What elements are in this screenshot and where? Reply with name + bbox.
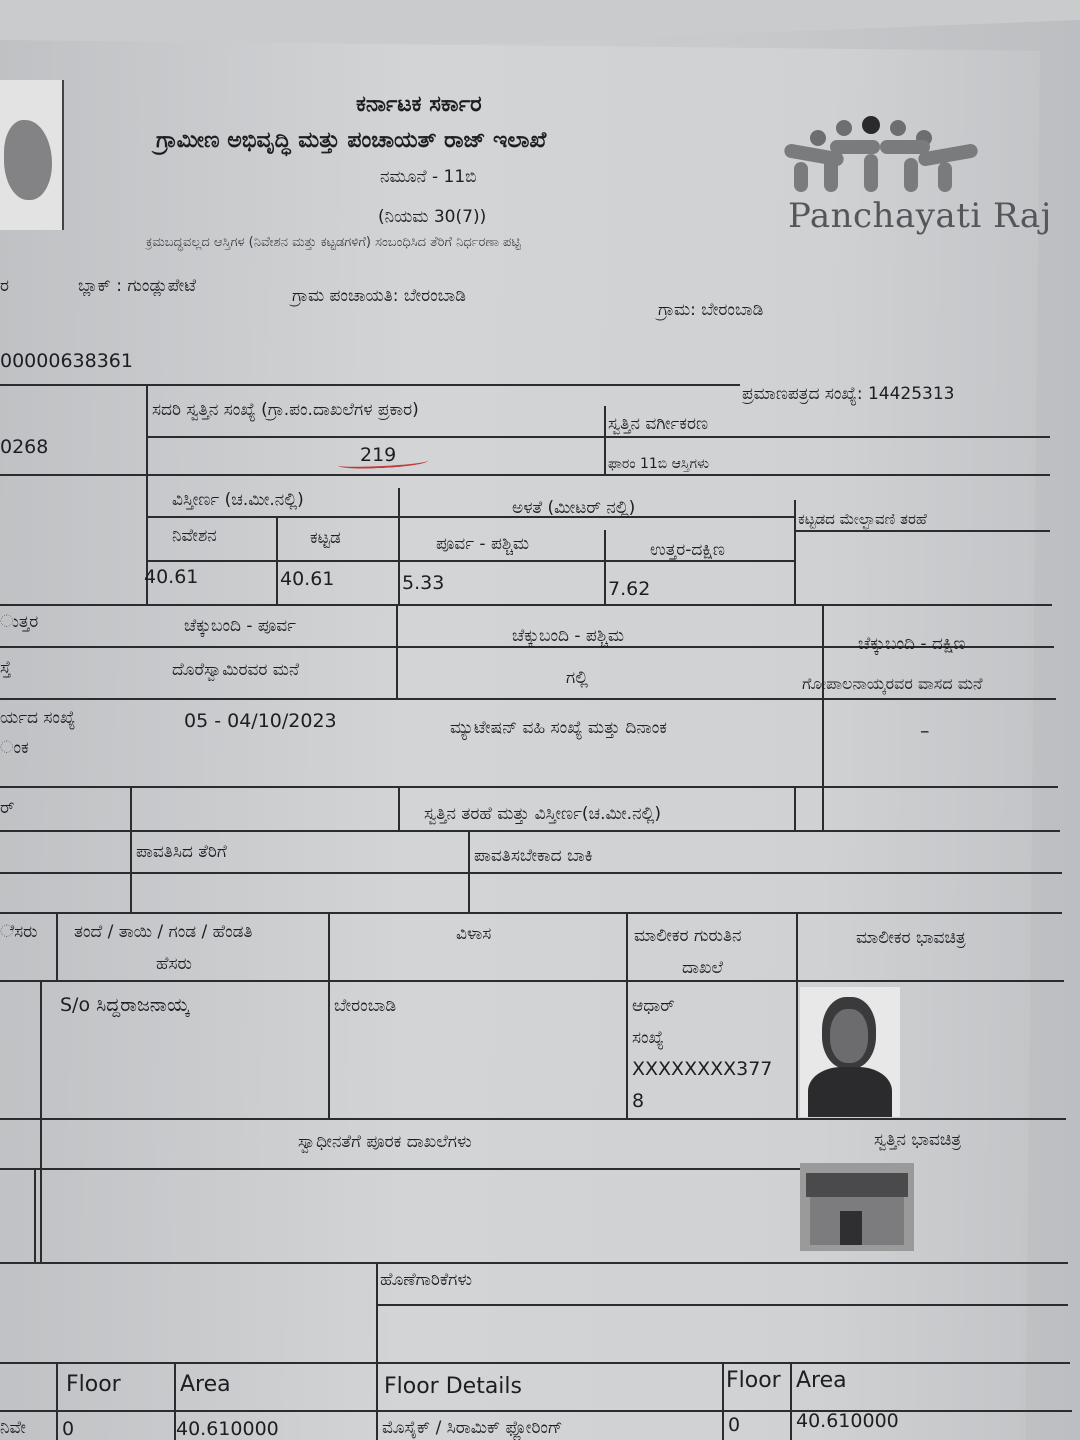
owner-id-label-2: ದಾಖಲೆ xyxy=(682,958,724,978)
state-title: ಕರ್ನಾಟಕ ಸರ್ಕಾರ xyxy=(356,92,482,117)
building-label: ಕಟ್ಟಡ xyxy=(310,528,341,548)
registration-value: 05 - 04/10/2023 xyxy=(184,710,337,732)
west-boundary-value: ಗಲ್ಲಿ xyxy=(566,668,589,688)
south-boundary-label: ಚೆಕ್ಕುಬಂದಿ - ದಕ್ಷಿಣ xyxy=(858,634,966,654)
taluk: ಬ್ಲಾಕ್ : ಗುಂಡ್ಲುಪೇಟೆ xyxy=(78,276,197,296)
relation-value: S/o ಸಿದ್ದರಾಜನಾಯ್ಕ xyxy=(60,994,190,1016)
id-value-1: ಆಧಾರ್ xyxy=(632,996,675,1016)
west-boundary-label: ಚೆಕ್ಕುಬಂದಿ - ಪಶ್ಚಿಮ xyxy=(512,626,624,646)
property-number-value: 219 xyxy=(360,444,397,466)
area-label: ವಿಸ್ತೀರ್ಣ (ಚ.ಮೀ.ನಲ್ಲಿ) xyxy=(172,490,304,510)
right-floor-header: Floor xyxy=(726,1368,781,1393)
relation-label-1: ತಂದೆ / ತಾಯಿ / ಗಂಡ / ಹೆಂಡತಿ xyxy=(74,922,253,942)
property-class-label: ಸ್ವತ್ತಿನ ವರ್ಗೀಕರಣ xyxy=(608,414,708,434)
site-label: ನಿವೇಶನ xyxy=(172,526,217,546)
tax-due-label: ಪಾವತಿಸಬೇಕಾದ ಬಾಕಿ xyxy=(474,846,593,866)
left-cut-label: ರ xyxy=(0,276,9,296)
east-west-label: ಪೂರ್ವ - ಪಶ್ಚಿಮ xyxy=(436,534,530,554)
form-number: ನಮೂನೆ - 11ಬಿ xyxy=(380,167,477,187)
row-right-area: 40.610000 xyxy=(796,1410,899,1432)
panchayati-raj-text: Panchayati Raj xyxy=(788,196,1052,236)
liabilities-label: ಹೊಣೆಗಾರಿಕೆಗಳು xyxy=(380,1270,473,1290)
row-right-floor: 0 xyxy=(728,1414,741,1436)
east-boundary-label: ಚೆಕ್ಕುಬಂದಿ - ಪೂರ್ವ xyxy=(184,616,296,636)
certificate-number: ಪ್ರಮಾಣಪತ್ರದ ಸಂಖ್ಯೆ: 14425313 xyxy=(742,384,955,404)
property-id: 00000638361 xyxy=(0,350,133,372)
reg-label-2: ಂಕ xyxy=(0,738,29,758)
floor-details-header: Floor Details xyxy=(384,1374,522,1399)
owner-id-label-1: ಮಾಲೀಕರ ಗುರುತಿನ xyxy=(634,926,742,946)
mutation-label: ಮ್ಯುಟೇಷನ್ ವಹಿ ಸಂಖ್ಯೆ ಮತ್ತು ದಿನಾಂಕ xyxy=(450,718,667,738)
left-area-header: Area xyxy=(180,1372,231,1397)
north-label: ುತ್ತರ xyxy=(0,612,39,632)
right-area-header: Area xyxy=(796,1368,847,1393)
owner-photo xyxy=(800,987,900,1117)
rule-number: (ನಿಯಮ 30(7)) xyxy=(378,207,487,227)
relation-label-2: ಹೆಸರು xyxy=(156,954,192,974)
owner-photo-label: ಮಾಲೀಕರ ಭಾವಚಿತ್ರ xyxy=(856,928,966,948)
address-value: ಬೇರಂಬಾಡಿ xyxy=(334,996,397,1016)
roof-type-label: ಕಟ್ಟಡದ ಮೇಲ್ಛಾವಣಿ ತರಹೆ xyxy=(798,510,927,528)
form-subtitle: ಕ್ರಮಬದ್ಧವಲ್ಲದ ಆಸ್ತಿಗಳ (ನಿವೇಶನ ಮತ್ತು ಕಟ್ಟಡಗಳಿಗೆ) ಸಂಬಂಧಿಸಿದ ತೆರಿಗೆ ನಿರ್ಧರಣಾ ಪಟ್ಟಿ xyxy=(146,235,521,250)
row-floor-details: ಮೊಸೈಕ್ / ಸಿರಾಮಿಕ್ ಫ್ಲೋರಿಂಗ್ xyxy=(382,1418,563,1438)
property-photo-label: ಸ್ವತ್ತಿನ ಭಾವಚಿತ್ರ xyxy=(874,1130,962,1150)
id-value-3: XXXXXXXX377 xyxy=(632,1058,773,1080)
id-value-2: ಸಂಖ್ಯೆ xyxy=(632,1028,664,1048)
emblem-logo xyxy=(0,80,64,230)
property-number-label: ಸದರಿ ಸ್ವತ್ತಿನ ಸಂಖ್ಯೆ (ಗ್ರಾ.ಪಂ.ದಾಖಲೆಗಳ ಪ್ರಕಾರ) xyxy=(152,400,419,420)
south-boundary-value: ಗೋಪಾಲನಾಯ್ಕರವರ ವಾಸದ ಮನೆ xyxy=(802,674,983,693)
building-area-value: 40.61 xyxy=(280,568,335,590)
north-south-value: 7.62 xyxy=(608,578,651,600)
id-value-4: 8 xyxy=(632,1090,645,1112)
north-south-label: ಉತ್ತರ-ದಕ್ಷಿಣ xyxy=(650,540,725,560)
tax-paid-label: ಪಾವತಿಸಿದ ತೆರಿಗೆ xyxy=(136,842,227,862)
north-value: ಸ್ತೆ xyxy=(0,658,12,678)
site-area-value: 40.61 xyxy=(144,566,199,588)
department-title: ಗ್ರಾಮೀಣ ಅಭಿವೃದ್ಧಿ ಮತ್ತು ಪಂಚಾಯತ್ ರಾಜ್ ಇಲಾಖೆ xyxy=(156,128,547,153)
row-left-floor: 0 xyxy=(62,1418,75,1440)
owner-name-label: ೆಸರು xyxy=(0,922,38,942)
east-west-value: 5.33 xyxy=(402,572,445,594)
type-left-label: ರ್ xyxy=(0,798,15,818)
address-label: ವಿಳಾಸ xyxy=(456,924,492,944)
documents-label: ಸ್ವಾಧೀನತೆಗೆ ಪೂರಕ ದಾಖಲೆಗಳು xyxy=(298,1132,472,1152)
village: ಗ್ರಾಮ: ಬೇರಂಬಾಡಿ xyxy=(658,300,764,320)
type-area-label: ಸ್ವತ್ತಿನ ತರಹೆ ಮತ್ತು ವಿಸ್ತೀರ್ಣ(ಚ.ಮೀ.ನಲ್ಲಿ) xyxy=(424,804,662,824)
east-boundary-value: ದೊರೆಸ್ವಾಮಿರವರ ಮನೆ xyxy=(172,660,300,680)
gram-panchayat: ಗ್ರಾಮ ಪಂಚಾಯತಿ: ಬೇರಂಬಾಡಿ xyxy=(292,286,466,306)
mutation-value: – xyxy=(920,720,930,742)
row-left-area: 40.610000 xyxy=(176,1418,279,1440)
left-floor-header: Floor xyxy=(66,1372,121,1397)
left-number: 0268 xyxy=(0,436,49,458)
panchayati-raj-logo xyxy=(780,118,990,258)
reg-label-1: ರ್ಯದ ಸಂಖ್ಯೆ xyxy=(0,708,76,728)
property-class-value: ಫಾರಂ 11ಬಿ ಆಸ್ತಿಗಳು xyxy=(608,456,710,472)
property-photo xyxy=(800,1163,914,1251)
row-left-cut: ನಿವೇ xyxy=(0,1418,26,1438)
size-label: ಅಳತೆ (ಮೀಟರ್ ನಲ್ಲಿ) xyxy=(512,498,636,518)
